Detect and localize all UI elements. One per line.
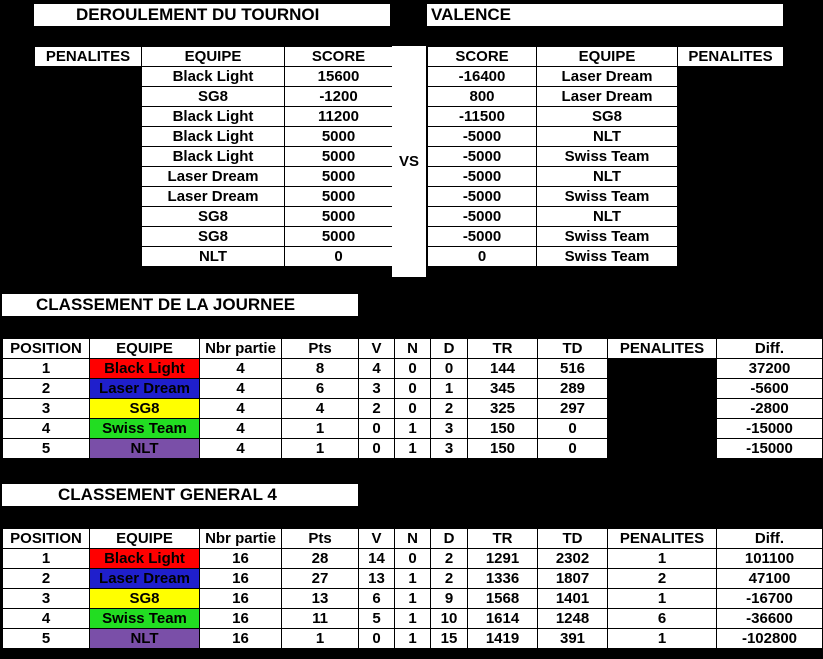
header-td: TD [538, 529, 608, 549]
team-a-cell: Laser Dream [142, 167, 285, 187]
nbr-partie-cell: 4 [200, 439, 282, 459]
team-b-cell: NLT [537, 127, 678, 147]
team-b-cell: Laser Dream [537, 67, 678, 87]
match-row-right [428, 67, 784, 87]
td-cell: 0 [538, 439, 608, 459]
penalty-cell [678, 87, 784, 107]
header-equipe: EQUIPE [142, 47, 285, 67]
d-cell: 2 [431, 399, 468, 419]
match-row-right [428, 167, 784, 187]
diff-cell: -102800 [717, 629, 823, 649]
match-row-right [428, 107, 784, 127]
d-cell: 2 [431, 549, 468, 569]
pts-cell: 28 [282, 549, 359, 569]
header-diff: Diff. [717, 339, 823, 359]
tr-cell: 345 [468, 379, 538, 399]
position-cell: 5 [3, 439, 90, 459]
score-a-cell: 15600 [285, 67, 393, 87]
penalites-cell [608, 419, 717, 439]
score-b-cell: -5000 [428, 167, 537, 187]
penalty-cell [35, 187, 142, 207]
header-score: SCORE [285, 47, 393, 67]
header-penalites: PENALITES [608, 529, 717, 549]
match-row-right [428, 147, 784, 167]
match-row-left [35, 87, 393, 107]
position-cell: 2 [3, 569, 90, 589]
nbr-partie-cell: 16 [200, 549, 282, 569]
v-cell: 0 [359, 439, 395, 459]
position-cell: 2 [3, 379, 90, 399]
ranking-header-row [3, 339, 823, 359]
match-row-left [35, 167, 393, 187]
team-b-cell: SG8 [537, 107, 678, 127]
score-b-cell: -5000 [428, 187, 537, 207]
penalty-cell [678, 207, 784, 227]
team-a-cell: Laser Dream [142, 187, 285, 207]
v-cell: 14 [359, 549, 395, 569]
d-cell: 0 [431, 359, 468, 379]
tr-cell: 1614 [468, 609, 538, 629]
general-ranking-title: CLASSEMENT GENERAL 4 [2, 484, 358, 506]
td-cell: 0 [538, 419, 608, 439]
diff-cell: -5600 [717, 379, 823, 399]
score-b-cell: -16400 [428, 67, 537, 87]
ranking-row [3, 609, 823, 629]
diff-cell: -2800 [717, 399, 823, 419]
nbr-partie-cell: 4 [200, 379, 282, 399]
matches-table-left [34, 46, 393, 267]
vs-label: VS [392, 46, 426, 277]
td-cell: 391 [538, 629, 608, 649]
td-cell: 1807 [538, 569, 608, 589]
team-a-cell: SG8 [142, 87, 285, 107]
score-a-cell: 5000 [285, 167, 393, 187]
td-cell: 297 [538, 399, 608, 419]
diff-cell: -15000 [717, 439, 823, 459]
team-b-cell: NLT [537, 167, 678, 187]
penalty-cell [35, 227, 142, 247]
match-row-left [35, 147, 393, 167]
penalty-cell [35, 67, 142, 87]
penalty-cell [35, 127, 142, 147]
ranking-row [3, 589, 823, 609]
ranking-row [3, 399, 823, 419]
penalty-cell [678, 247, 784, 267]
header-penalites: PENALITES [35, 47, 142, 67]
td-cell: 516 [538, 359, 608, 379]
header-d: D [431, 339, 468, 359]
score-a-cell: 0 [285, 247, 393, 267]
d-cell: 3 [431, 419, 468, 439]
v-cell: 2 [359, 399, 395, 419]
penalty-cell [35, 107, 142, 127]
day-ranking-table [2, 338, 823, 459]
tournament-title: DEROULEMENT DU TOURNOI [34, 4, 390, 26]
n-cell: 1 [395, 419, 431, 439]
match-row-left [35, 187, 393, 207]
penalty-cell [35, 147, 142, 167]
match-row-right [428, 227, 784, 247]
n-cell: 1 [395, 629, 431, 649]
penalites-cell: 6 [608, 609, 717, 629]
v-cell: 5 [359, 609, 395, 629]
match-row-right [428, 127, 784, 147]
tr-cell: 150 [468, 439, 538, 459]
score-a-cell: 5000 [285, 227, 393, 247]
pts-cell: 13 [282, 589, 359, 609]
penalty-cell [35, 247, 142, 267]
v-cell: 6 [359, 589, 395, 609]
v-cell: 13 [359, 569, 395, 589]
score-b-cell: -11500 [428, 107, 537, 127]
pts-cell: 27 [282, 569, 359, 589]
tr-cell: 1419 [468, 629, 538, 649]
position-cell: 1 [3, 359, 90, 379]
penalty-cell [35, 87, 142, 107]
penalty-cell [678, 107, 784, 127]
tr-cell: 325 [468, 399, 538, 419]
match-row-left [35, 207, 393, 227]
match-row-left [35, 107, 393, 127]
score-a-cell: 5000 [285, 147, 393, 167]
pts-cell: 1 [282, 629, 359, 649]
position-cell: 3 [3, 399, 90, 419]
score-b-cell: 0 [428, 247, 537, 267]
penalites-cell: 1 [608, 589, 717, 609]
n-cell: 1 [395, 569, 431, 589]
matches-header-left [35, 47, 393, 67]
tr-cell: 144 [468, 359, 538, 379]
pts-cell: 1 [282, 439, 359, 459]
ranking-row [3, 549, 823, 569]
score-a-cell: 5000 [285, 187, 393, 207]
pts-cell: 11 [282, 609, 359, 629]
header-nbr-partie: Nbr partie [200, 339, 282, 359]
position-cell: 5 [3, 629, 90, 649]
n-cell: 0 [395, 549, 431, 569]
match-row-right [428, 207, 784, 227]
ranking-row [3, 419, 823, 439]
header-equipe: EQUIPE [537, 47, 678, 67]
penalty-cell [678, 147, 784, 167]
nbr-partie-cell: 16 [200, 589, 282, 609]
equipe-cell: Laser Dream [90, 379, 200, 399]
matches-table-right [427, 46, 784, 267]
penalites-cell [608, 379, 717, 399]
score-a-cell: -1200 [285, 87, 393, 107]
match-row-left [35, 227, 393, 247]
team-a-cell: SG8 [142, 207, 285, 227]
header-penalites: PENALITES [678, 47, 784, 67]
position-cell: 1 [3, 549, 90, 569]
ranking-row [3, 359, 823, 379]
team-a-cell: Black Light [142, 147, 285, 167]
match-row-left [35, 247, 393, 267]
n-cell: 1 [395, 589, 431, 609]
d-cell: 3 [431, 439, 468, 459]
d-cell: 1 [431, 379, 468, 399]
team-b-cell: NLT [537, 207, 678, 227]
position-cell: 4 [3, 609, 90, 629]
nbr-partie-cell: 16 [200, 609, 282, 629]
equipe-cell: SG8 [90, 399, 200, 419]
pts-cell: 1 [282, 419, 359, 439]
score-b-cell: -5000 [428, 127, 537, 147]
nbr-partie-cell: 16 [200, 629, 282, 649]
v-cell: 0 [359, 629, 395, 649]
score-b-cell: 800 [428, 87, 537, 107]
penalites-cell [608, 439, 717, 459]
header-tr: TR [468, 529, 538, 549]
d-cell: 2 [431, 569, 468, 589]
nbr-partie-cell: 4 [200, 419, 282, 439]
ranking-row [3, 629, 823, 649]
equipe-cell: Swiss Team [90, 609, 200, 629]
score-a-cell: 11200 [285, 107, 393, 127]
tr-cell: 1291 [468, 549, 538, 569]
diff-cell: 47100 [717, 569, 823, 589]
match-row-right [428, 87, 784, 107]
matches-header-right [428, 47, 784, 67]
header-score: SCORE [428, 47, 537, 67]
td-cell: 289 [538, 379, 608, 399]
score-a-cell: 5000 [285, 127, 393, 147]
team-b-cell: Swiss Team [537, 247, 678, 267]
header-nbr-partie: Nbr partie [200, 529, 282, 549]
score-a-cell: 5000 [285, 207, 393, 227]
score-b-cell: -5000 [428, 147, 537, 167]
td-cell: 1248 [538, 609, 608, 629]
team-b-cell: Swiss Team [537, 147, 678, 167]
day-ranking-title: CLASSEMENT DE LA JOURNEE [2, 294, 358, 316]
tr-cell: 1336 [468, 569, 538, 589]
equipe-cell: Swiss Team [90, 419, 200, 439]
header-penalites: PENALITES [608, 339, 717, 359]
header-position: POSITION [3, 529, 90, 549]
td-cell: 1401 [538, 589, 608, 609]
team-b-cell: Swiss Team [537, 227, 678, 247]
header-equipe: EQUIPE [90, 339, 200, 359]
equipe-cell: Laser Dream [90, 569, 200, 589]
n-cell: 1 [395, 609, 431, 629]
n-cell: 1 [395, 439, 431, 459]
equipe-cell: Black Light [90, 549, 200, 569]
header-v: V [359, 339, 395, 359]
header-pts: Pts [282, 339, 359, 359]
v-cell: 4 [359, 359, 395, 379]
penalty-cell [35, 167, 142, 187]
d-cell: 9 [431, 589, 468, 609]
team-a-cell: Black Light [142, 127, 285, 147]
team-a-cell: Black Light [142, 107, 285, 127]
v-cell: 0 [359, 419, 395, 439]
penalty-cell [678, 187, 784, 207]
team-a-cell: Black Light [142, 67, 285, 87]
header-diff: Diff. [717, 529, 823, 549]
team-a-cell: SG8 [142, 227, 285, 247]
nbr-partie-cell: 4 [200, 359, 282, 379]
d-cell: 15 [431, 629, 468, 649]
pts-cell: 6 [282, 379, 359, 399]
header-d: D [431, 529, 468, 549]
penalty-cell [678, 167, 784, 187]
d-cell: 10 [431, 609, 468, 629]
tr-cell: 150 [468, 419, 538, 439]
general-ranking-table [2, 528, 823, 649]
penalty-cell [678, 67, 784, 87]
match-row-right [428, 247, 784, 267]
penalites-cell: 2 [608, 569, 717, 589]
match-row-right [428, 187, 784, 207]
header-n: N [395, 339, 431, 359]
penalty-cell [678, 127, 784, 147]
diff-cell: -36600 [717, 609, 823, 629]
penalites-cell: 1 [608, 629, 717, 649]
header-equipe: EQUIPE [90, 529, 200, 549]
header-pts: Pts [282, 529, 359, 549]
header-n: N [395, 529, 431, 549]
penalty-cell [35, 207, 142, 227]
ranking-row [3, 439, 823, 459]
nbr-partie-cell: 16 [200, 569, 282, 589]
penalty-cell [678, 227, 784, 247]
header-v: V [359, 529, 395, 549]
n-cell: 0 [395, 359, 431, 379]
penalites-cell: 1 [608, 549, 717, 569]
score-b-cell: -5000 [428, 227, 537, 247]
td-cell: 2302 [538, 549, 608, 569]
equipe-cell: NLT [90, 439, 200, 459]
match-row-left [35, 67, 393, 87]
equipe-cell: NLT [90, 629, 200, 649]
n-cell: 0 [395, 379, 431, 399]
diff-cell: -15000 [717, 419, 823, 439]
header-position: POSITION [3, 339, 90, 359]
n-cell: 0 [395, 399, 431, 419]
ranking-row [3, 569, 823, 589]
diff-cell: -16700 [717, 589, 823, 609]
diff-cell: 37200 [717, 359, 823, 379]
penalites-cell [608, 359, 717, 379]
v-cell: 3 [359, 379, 395, 399]
pts-cell: 4 [282, 399, 359, 419]
header-td: TD [538, 339, 608, 359]
ranking-header-row [3, 529, 823, 549]
position-cell: 3 [3, 589, 90, 609]
location-title: VALENCE [427, 4, 783, 26]
score-b-cell: -5000 [428, 207, 537, 227]
match-row-left [35, 127, 393, 147]
position-cell: 4 [3, 419, 90, 439]
diff-cell: 101100 [717, 549, 823, 569]
team-a-cell: NLT [142, 247, 285, 267]
team-b-cell: Swiss Team [537, 187, 678, 207]
team-b-cell: Laser Dream [537, 87, 678, 107]
equipe-cell: Black Light [90, 359, 200, 379]
penalites-cell [608, 399, 717, 419]
header-tr: TR [468, 339, 538, 359]
pts-cell: 8 [282, 359, 359, 379]
equipe-cell: SG8 [90, 589, 200, 609]
nbr-partie-cell: 4 [200, 399, 282, 419]
ranking-row [3, 379, 823, 399]
tr-cell: 1568 [468, 589, 538, 609]
